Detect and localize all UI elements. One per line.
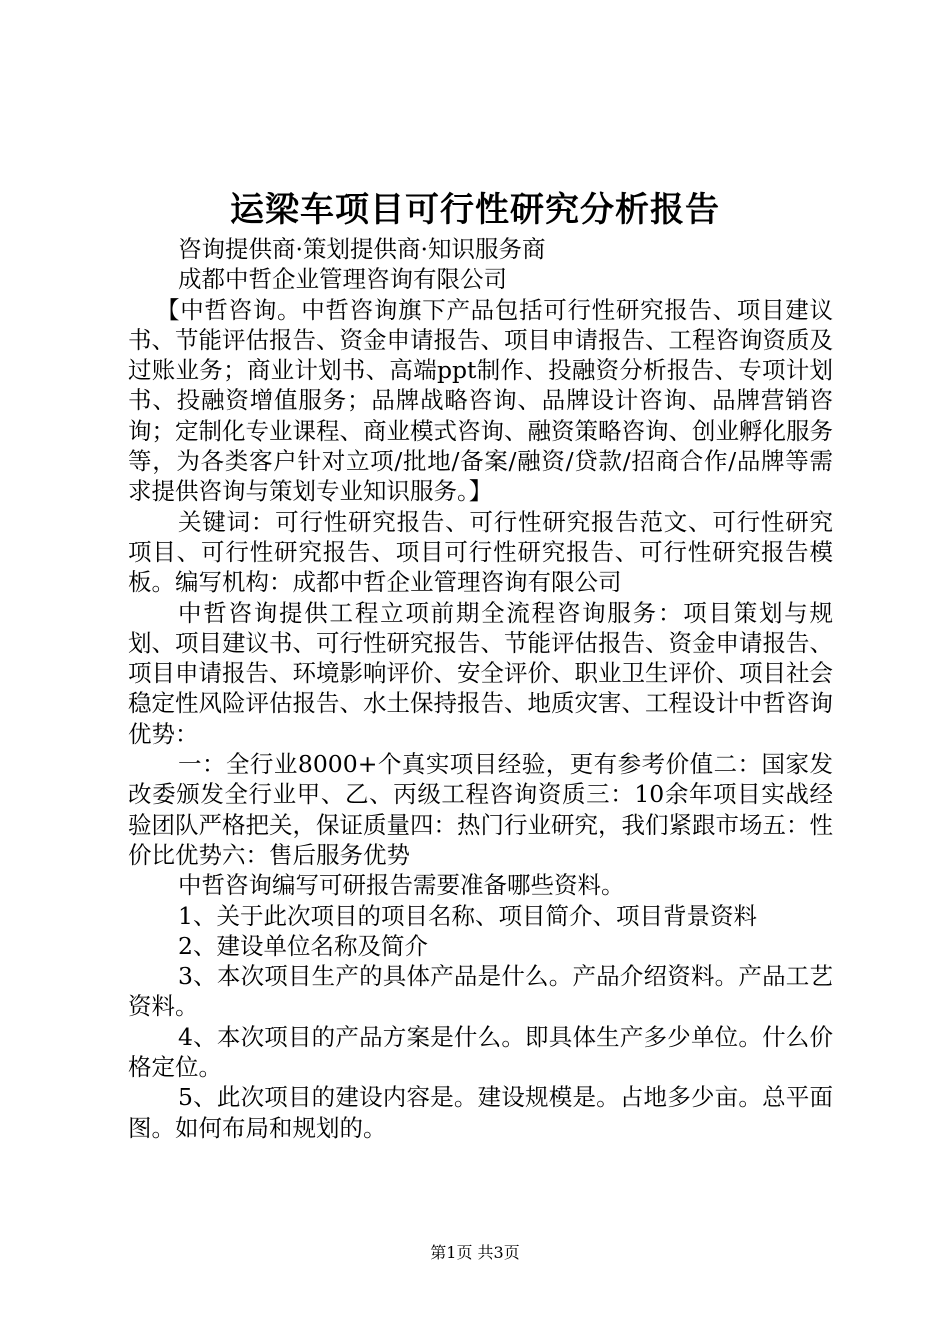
page-number: 第1页 共3页 [430,1243,520,1262]
paragraph-services: 中哲咨询提供工程立项前期全流程咨询服务：项目策划与规划、项目建议书、可行性研究报告、节能评估报告、资金申请报告、项目申请报告、环境影响评价、安全评价、职业卫生评价、项目社会稳定性风险评估报告、水土保持报告、地质灾害、工程设计中哲咨询优势： [128,598,833,748]
paragraph-tagline: 咨询提供商·策划提供商·知识服务商 [178,235,546,263]
list-item: 3、本次项目生产的具体产品是什么。产品介绍资料。产品工艺资料。 [128,962,833,1021]
list-item: 1、关于此次项目的项目名称、项目简介、项目背景资料 [178,901,757,930]
document-body [128,234,833,1143]
list-item: 2、建设单位名称及简介 [178,931,428,960]
paragraph-materials-heading: 中哲咨询编写可研报告需要准备哪些资料。 [178,871,625,900]
paragraph-company: 成都中哲企业管理咨询有限公司 [178,265,507,294]
paragraph-intro: 【中哲咨询。中哲咨询旗下产品包括可行性研究报告、项目建议书、节能评估报告、资金申请报告、项目申请报告、工程咨询资质及过账业务；商业计划书、高端ppt制作、投融资分析报告、专项计划书、投融资增值服务；品牌战略咨询、品牌设计咨询、品牌营销咨询；定制化专业课程、商业模式咨询、融资策略咨询、创业孵化服务等，为各类客户针对立项/批地/备案/融资/贷款/招商合作/品牌等需求提供咨询与策划专业知识服务。】 [128,295,833,506]
document-title: 运梁车项目可行性研究分析报告 [230,190,720,230]
paragraph-advantages: 一：全行业8000+个真实项目经验，更有参考价值二：国家发改委颁发全行业甲、乙、丙级工程咨询资质三：10余年项目实战经验团队严格把关，保证质量四：热门行业研究，我们紧跟市场五：性价比优势六：售后服务优势 [128,750,833,869]
list-item: 4、本次项目的产品方案是什么。即具体生产多少单位。什么价格定位。 [128,1022,833,1082]
list-item: 5、此次项目的建设内容是。建设规模是。占地多少亩。总平面图。如何布局和规划的。 [128,1083,833,1142]
paragraph-keywords: 关键词：可行性研究报告、可行性研究报告范文、可行性研究项目、可行性研究报告、项目可行性研究报告、可行性研究报告模板。编写机构：成都中哲企业管理咨询有限公司 [128,507,833,597]
